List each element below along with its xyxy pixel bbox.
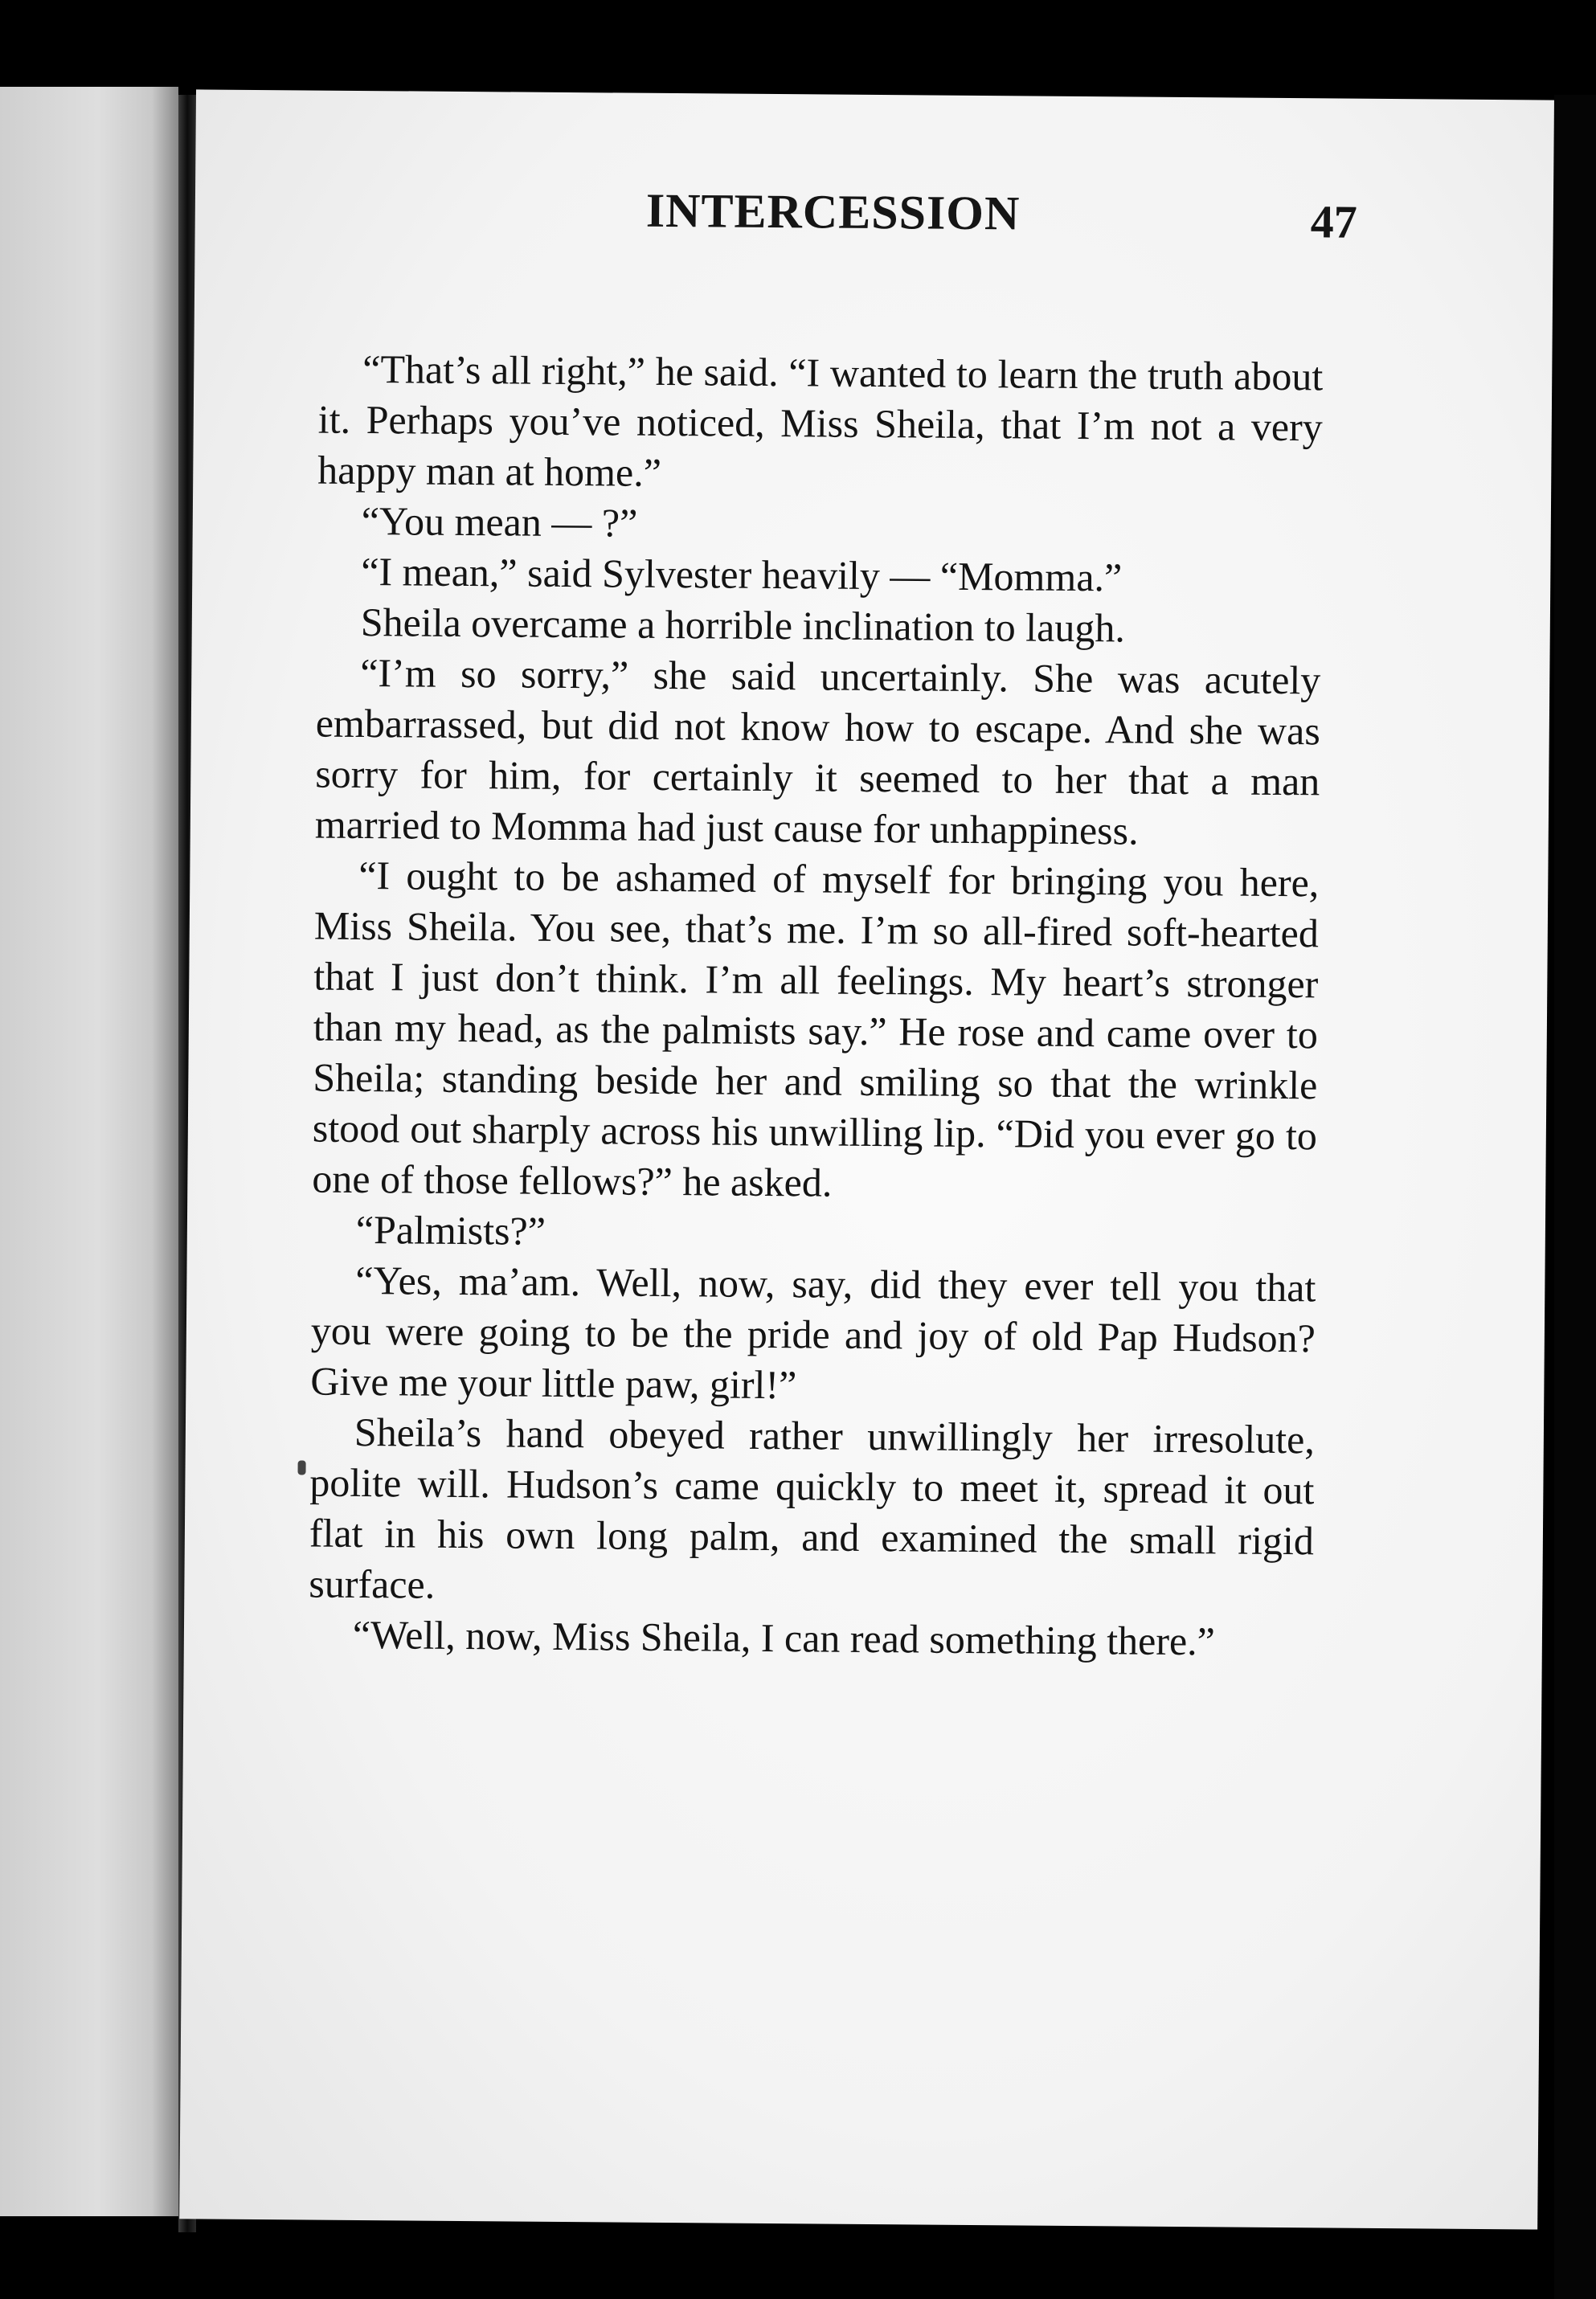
page-number: 47 [1310,195,1358,248]
running-head: INTERCESSION [645,183,1021,240]
book-page [179,89,1554,2229]
page-header [456,182,1357,285]
paragraph: “That’s all right,” he said. “I wanted to learn the truth about it. Perhaps you’ve noticed, Miss Sheila, that I’m not a very happy man at home.” [317,346,1324,495]
scan-border [1554,95,1596,2299]
paragraph: “Palmists?” [355,1206,546,1254]
paragraph: Sheila overcame a horrible inclination to laugh. [360,599,1126,651]
facing-page-edge [0,87,178,2216]
body-text [309,344,1324,1668]
paragraph: “You mean — ?” [361,497,638,546]
paragraph: “Yes, ma’am. Well, now, say, did they ever tell you that you were going to be the pride and joy of old Pap Hudson? Give me your little paw, girl!” [310,1257,1316,1408]
paragraph: Sheila’s hand obeyed rather unwillingly her irresolute, polite will. Hudson’s came quickly to meet it, spread it out flat in his own long palm, and examined the small rigid surface. [309,1409,1316,1607]
paragraph: “I mean,” said Sylvester heavily — “Momma.” [361,548,1123,600]
paragraph: “Well, now, Miss Sheila, I can read something there.” [352,1611,1216,1664]
paragraph: “I ought to be ashamed of myself for bringing you here, Miss Sheila. You see, that’s me. I’m so all-fired soft-hearted that I just don’t think. I’m all feelings. My heart’s stronger than my head, as the palmists say.” He rose and came over to Sheila; standing beside her and smiling so that the wrinkle stood out sharply across his unwilling lip. “Did you ever go to one of those fellows?” he asked. [312,852,1320,1205]
paragraph: “I’m so sorry,” she said uncertainly. She was acutely embarrassed, but did not know how to escape. And she was sorry for him, for certainly it seemed to her that a man married to Momma had just cause for unhappiness. [314,649,1321,853]
margin-mark [297,1460,305,1475]
